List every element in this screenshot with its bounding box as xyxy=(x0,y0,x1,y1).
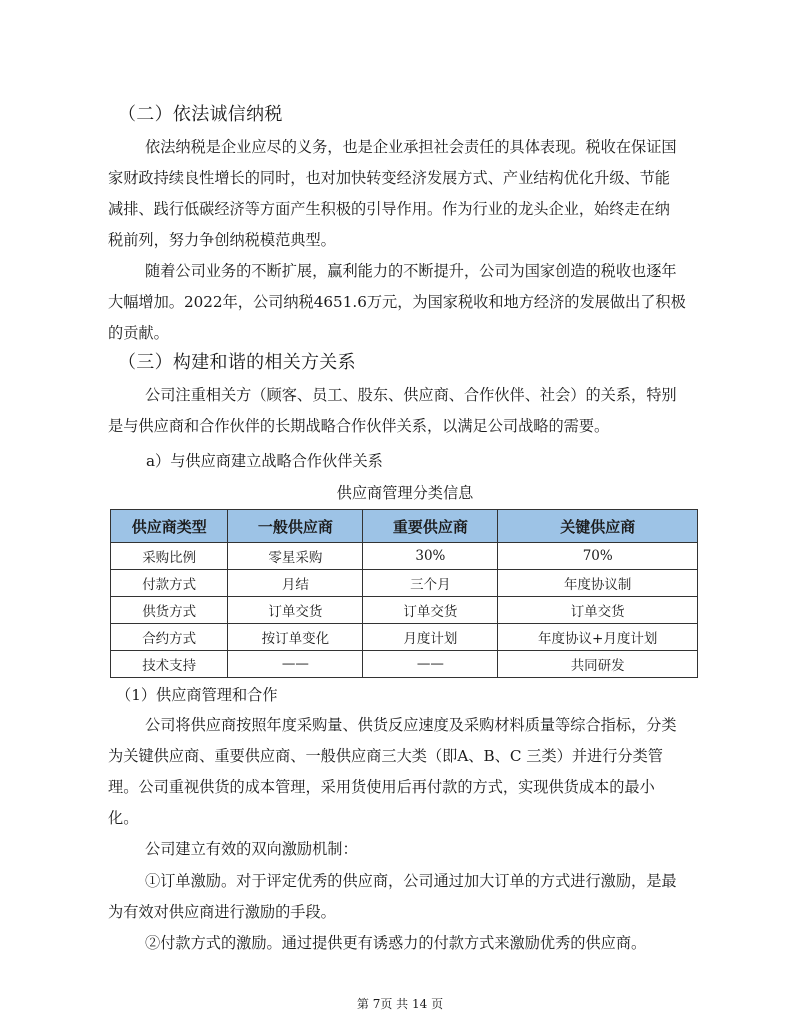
text-line: 税前列，努力争创纳税模范典型。 xyxy=(108,231,336,249)
table-cell: 付款方式 xyxy=(111,570,228,597)
table-header-row xyxy=(111,510,698,543)
table-cell: 三个月 xyxy=(363,570,498,597)
table-cell: —— xyxy=(363,651,498,678)
text-line: 的贡献。 xyxy=(108,324,169,342)
text-line: ①订单激励。对于评定优秀的供应商，公司通过加大订单的方式进行激励，是最 xyxy=(145,872,677,890)
table-cell: 按订单变化 xyxy=(228,624,363,651)
text-line: 公司注重相关方（顾客、员工、股东、供应商、合作伙伴、社会）的关系，特别 xyxy=(145,386,677,404)
paragraph-payment-incentive xyxy=(108,928,708,959)
text-line: 理。公司重视供货的成本管理，采用货使用后再付款的方式，实现供货成本的最小 xyxy=(108,778,655,796)
table-row xyxy=(111,651,698,678)
table-header-cell: 供应商类型 xyxy=(111,510,228,543)
text-line: 化。 xyxy=(108,809,139,827)
paragraph-supplier-classification xyxy=(108,710,708,834)
table-row xyxy=(111,570,698,597)
text-line: 公司建立有效的双向激励机制： xyxy=(145,840,358,858)
table-cell: —— xyxy=(228,651,363,678)
section-heading-stakeholders: （三）构建和谐的相关方关系 xyxy=(118,352,356,373)
paragraph-tax-duty xyxy=(108,132,708,256)
paragraph-incentive-intro xyxy=(108,834,708,865)
table-cell: 年度协议+月度计划 xyxy=(498,624,698,651)
paragraph-stakeholders xyxy=(108,380,708,442)
table-cell: 70% xyxy=(498,543,698,570)
table-cell: 订单交货 xyxy=(498,597,698,624)
text-line: 家财政持续良性增长的同时，也对加快转变经济发展方式、产业结构优化升级、节能 xyxy=(108,169,670,187)
text-line: 为关键供应商、重要供应商、一般供应商三大类（即A、B、C 三类）并进行分类管 xyxy=(108,747,663,765)
text-line: 大幅增加。2022年，公司纳税4651.6万元，为国家税收和地方经济的发展做出了积极 xyxy=(108,293,686,311)
table-cell: 30% xyxy=(363,543,498,570)
table-cell: 零星采购 xyxy=(228,543,363,570)
table-cell: 年度协议制 xyxy=(498,570,698,597)
page-number-footer: 第 7页 共 14 页 xyxy=(356,997,444,1011)
table-cell: 合约方式 xyxy=(111,624,228,651)
table-cell: 采购比例 xyxy=(111,543,228,570)
table-cell: 月结 xyxy=(228,570,363,597)
text-line: ②付款方式的激励。通过提供更有诱惑力的付款方式来激励优秀的供应商。 xyxy=(145,934,647,952)
text-line: 依法纳税是企业应尽的义务，也是企业承担社会责任的具体表现。税收在保证国 xyxy=(145,138,677,156)
paragraph-order-incentive xyxy=(108,866,708,928)
table-cell: 订单交货 xyxy=(228,597,363,624)
supplier-classification-table xyxy=(110,509,698,678)
table-cell: 技术支持 xyxy=(111,651,228,678)
table-cell: 月度计划 xyxy=(363,624,498,651)
table-header-cell: 重要供应商 xyxy=(363,510,498,543)
subheading-supplier-management: （1）供应商管理和合作 xyxy=(116,686,278,704)
subheading-supplier-partnership: a）与供应商建立战略合作伙伴关系 xyxy=(146,452,383,470)
text-line: 为有效对供应商进行激励的手段。 xyxy=(108,903,336,921)
table-row xyxy=(111,597,698,624)
table-cell: 订单交货 xyxy=(363,597,498,624)
text-line: 公司将供应商按照年度采购量、供货反应速度及采购材料质量等综合指标，分类 xyxy=(145,716,677,734)
table-cell: 供货方式 xyxy=(111,597,228,624)
text-line: 减排、践行低碳经济等方面产生积极的引导作用。作为行业的龙头企业，始终走在纳 xyxy=(108,200,670,218)
table-header-cell: 一般供应商 xyxy=(228,510,363,543)
section-heading-tax: （二）依法诚信纳税 xyxy=(118,104,283,125)
table-caption: 供应商管理分类信息 xyxy=(336,484,474,502)
text-line: 随着公司业务的不断扩展，赢利能力的不断提升，公司为国家创造的税收也逐年 xyxy=(145,262,677,280)
text-line: 是与供应商和合作伙伴的长期战略合作伙伴关系，以满足公司战略的需要。 xyxy=(108,417,610,435)
table-row xyxy=(111,543,698,570)
table-row xyxy=(111,624,698,651)
paragraph-tax-growth xyxy=(108,256,708,349)
table-cell: 共同研发 xyxy=(498,651,698,678)
table-header-cell: 关键供应商 xyxy=(498,510,698,543)
